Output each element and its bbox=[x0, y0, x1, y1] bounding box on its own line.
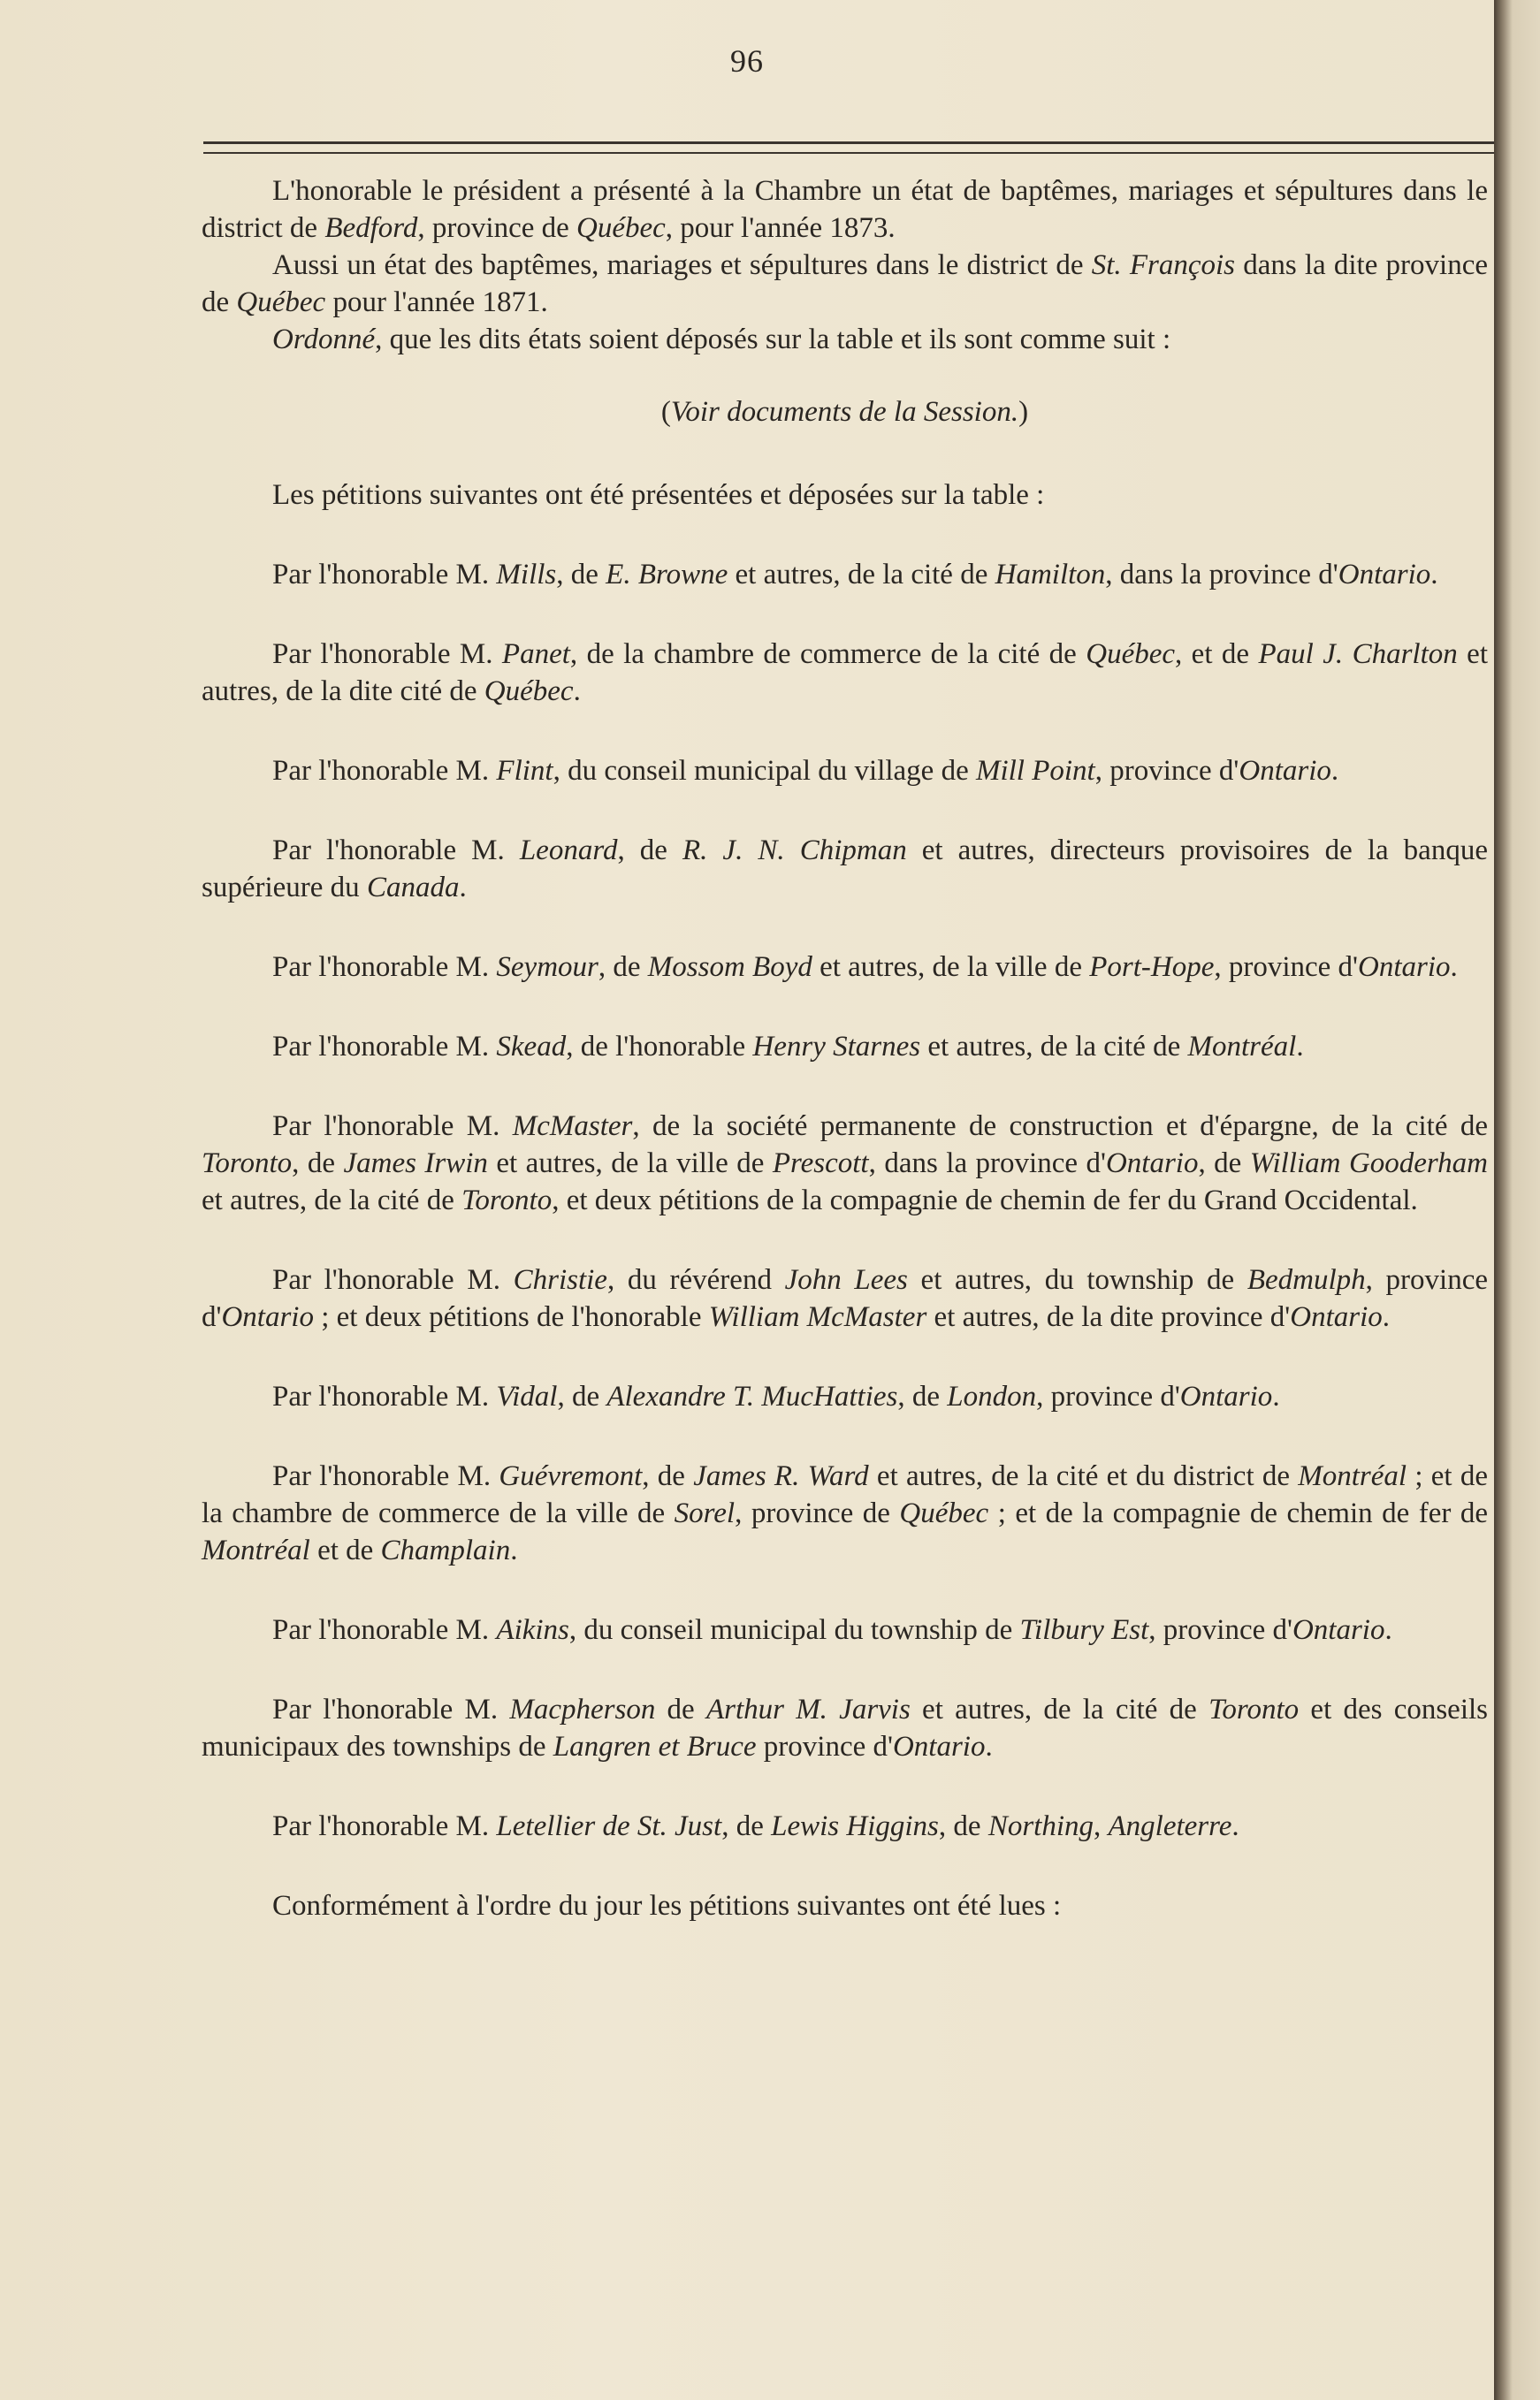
header-rule bbox=[203, 141, 1494, 144]
petition-seymour: Par l'honorable M. Seymour, de Mossom Boyd et autres, de la ville de Port-Hope, province d'Ontario. bbox=[272, 951, 1458, 983]
header-rule-thin bbox=[203, 152, 1494, 154]
petition-vidal: Par l'honorable M. Vidal, de Alexandre T. MucHatties, de London, province d'Ontario. bbox=[272, 1381, 1280, 1413]
paragraph-petitions-read: Conformément à l'ordre du jour les pétitions suivantes ont été lues : bbox=[272, 1890, 1062, 1922]
paragraph-report-bedford: L'honorable le président a présenté à la Chambre un état de baptêmes, mariages et sépultures dans le district de Bedford, province de Québec, pour l'année 1873. bbox=[202, 175, 1488, 244]
paragraph-petitions-intro: Les pétitions suivantes ont été présentées et déposées sur la table : bbox=[272, 479, 1045, 511]
petition-christie: Par l'honorable M. Christie, du révérend John Lees et autres, du township de Bedmulph, province d'Ontario ; et deux pétitions de l'honorable William McMaster et autres, de la dite province d'Ontario. bbox=[202, 1264, 1488, 1333]
paragraph-voir-documents: (Voir documents de la Session.) bbox=[660, 396, 1029, 428]
petition-panet: Par l'honorable M. Panet, de la chambre de commerce de la cité de Québec, et de Paul J. Charlton et autres, de la dite cité de Québec. bbox=[202, 638, 1489, 707]
petition-aikins: Par l'honorable M. Aikins, du conseil municipal du township de Tilbury Est, province d'Ontario. bbox=[272, 1614, 1392, 1646]
petition-letellier: Par l'honorable M. Letellier de St. Just, de Lewis Higgins, de Northing, Angleterre. bbox=[272, 1810, 1239, 1842]
paragraph-report-st-francois: Aussi un état des baptêmes, mariages et sépultures dans le district de St. François dans la dite province de Québec pour l'année 1871. bbox=[202, 249, 1488, 318]
petition-leonard: Par l'honorable M. Leonard, de R. J. N. Chipman et autres, directeurs provisoires de la banque supérieure du Canada. bbox=[202, 834, 1488, 903]
petition-flint: Par l'honorable M. Flint, du conseil municipal du village de Mill Point, province d'Ontario. bbox=[272, 755, 1339, 787]
petition-macpherson: Par l'honorable M. Macpherson de Arthur M. Jarvis et autres, de la cité de Toronto et des conseils municipaux des townships de Langren et Bruce province d'Ontario. bbox=[202, 1694, 1489, 1763]
body-text bbox=[202, 172, 1488, 1967]
paragraph-ordonne: Ordonné, que les dits états soient déposés sur la table et ils sont comme suit : bbox=[272, 324, 1171, 355]
petition-guevremont: Par l'honorable M. Guévremont, de James R. Ward et autres, de la cité et du district de Montréal ; et de la chambre de commerce de la ville de Sorel, province de Québec ; et de la compagnie de chemin de fer de Montréal et de Champlain. bbox=[202, 1460, 1489, 1566]
page-number: 96 bbox=[730, 43, 764, 79]
petition-mills: Par l'honorable M. Mills, de E. Browne et autres, de la cité de Hamilton, dans la province d'Ontario. bbox=[272, 559, 1438, 590]
petition-mcmaster: Par l'honorable M. McMaster, de la société permanente de construction et d'épargne, de la cité de Toronto, de James Irwin et autres, de la ville de Prescott, dans la province d'Ontario, de William Gooderham et autres, de la cité de Toronto, et deux pétitions de la compagnie de chemin de fer du Grand Occidental. bbox=[202, 1110, 1488, 1216]
page-binding-edge bbox=[1494, 0, 1540, 2400]
petition-skead: Par l'honorable M. Skead, de l'honorable Henry Starnes et autres, de la cité de Montréal. bbox=[272, 1031, 1304, 1063]
